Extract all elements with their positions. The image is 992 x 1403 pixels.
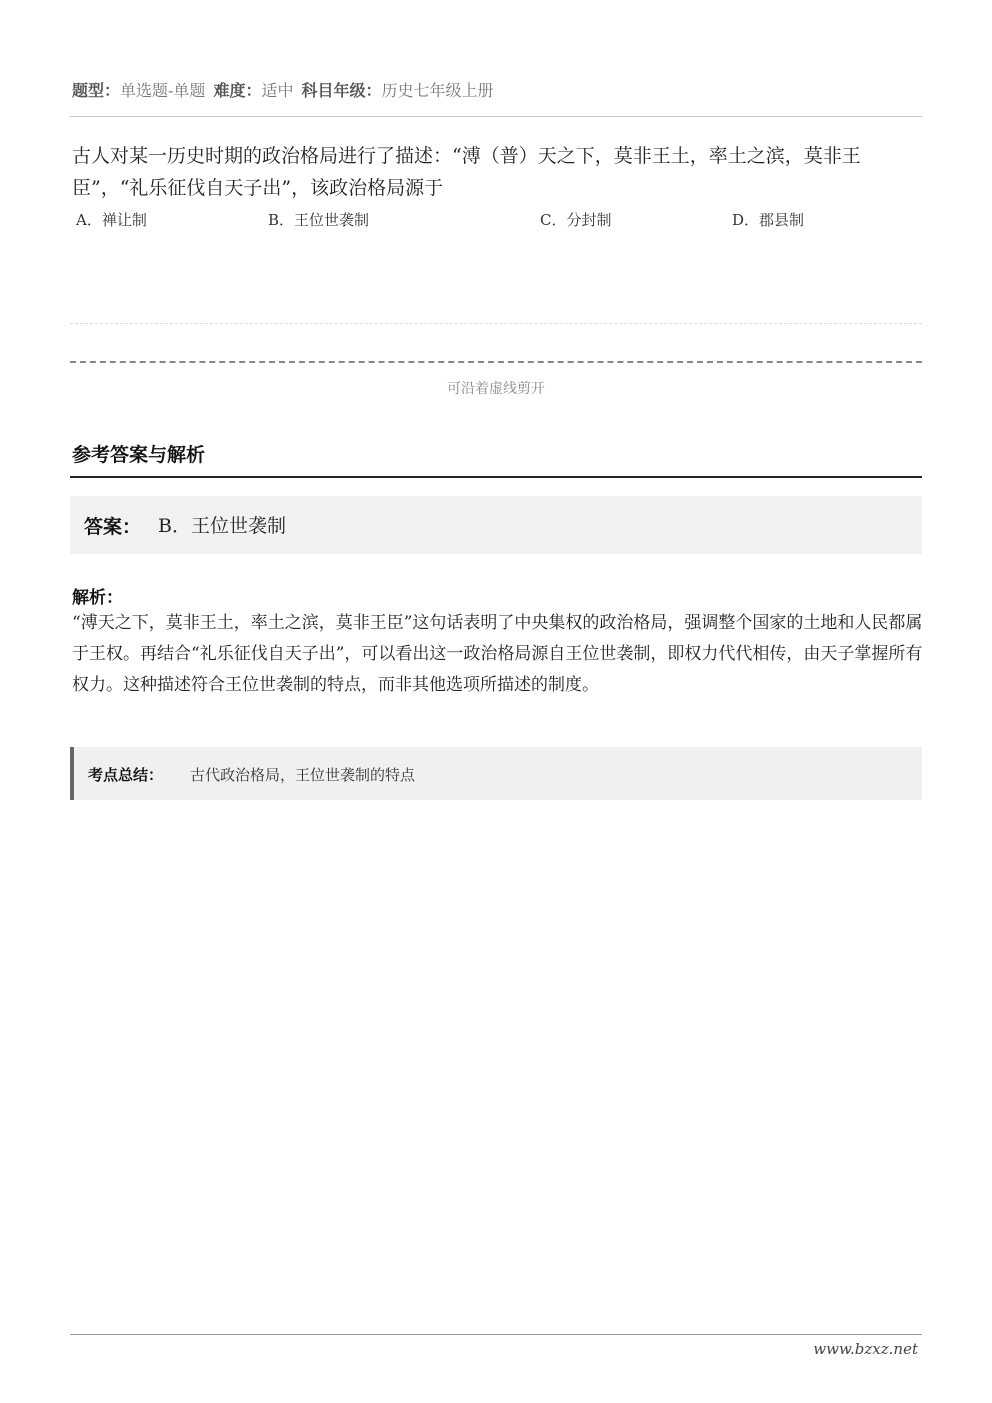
option-text: 禅让制: [101, 211, 147, 229]
option-letter: D．: [732, 211, 760, 229]
solution-section-title: 参考答案与解析: [72, 444, 206, 466]
option-letter: B．: [268, 211, 295, 229]
option-d[interactable]: [732, 209, 804, 230]
subject-label: 科目年级：: [301, 81, 382, 100]
answer-box: [70, 496, 922, 554]
options-row: [0, 209, 992, 233]
footer-site[interactable]: www.bzxz.net: [813, 1340, 918, 1358]
summary-value: 古代政治格局，王位世袭制的特点: [190, 766, 416, 784]
option-letter: A．: [76, 211, 102, 229]
question-meta: [72, 78, 494, 101]
answer-label: 答案：: [84, 516, 142, 538]
section-divider: [70, 476, 922, 478]
answer-value: B．王位世袭制: [158, 515, 286, 537]
option-c[interactable]: [540, 209, 612, 230]
option-text: 郡县制: [759, 211, 805, 229]
option-text: 王位世袭制: [294, 211, 370, 229]
summary-box: [70, 747, 922, 800]
analysis-label: 解析：: [72, 588, 123, 608]
footer-divider: [70, 1334, 922, 1335]
cut-line: [70, 361, 922, 363]
analysis-text: “溥天之下，莫非王土，率土之滨，莫非王臣”这句话表明了中央集权的政治格局，强调整个国家的土地和人民都属于王权。再结合“礼乐征伐自天子出”，可以看出这一政治格局源自王位世袭制，即权力代代相传，由天子掌握所有权力。这种描述符合王位世袭制的特点，而非其他选项所描述的制度。: [72, 613, 923, 695]
option-letter: C．: [540, 211, 567, 229]
option-text: 分封制: [566, 211, 612, 229]
top-divider: [70, 116, 922, 117]
type-label: 题型：: [72, 81, 121, 100]
cut-hint: 可沿着虚线剪开: [447, 381, 545, 397]
type-value: 单选题-单题: [120, 81, 206, 100]
option-b[interactable]: [268, 209, 369, 230]
option-a[interactable]: [76, 209, 147, 230]
subject-value: 历史七年级上册: [381, 81, 494, 100]
difficulty-label: 难度：: [213, 81, 262, 100]
question-stem: 古人对某一历史时期的政治格局进行了描述：“溥（普）天之下，莫非王土，率土之滨，莫非王臣”，“礼乐征伐自天子出”，该政治格局源于: [72, 145, 861, 199]
difficulty-value: 适中: [261, 81, 294, 100]
answer-space-divider: [70, 323, 922, 324]
summary-label: 考点总结：: [88, 766, 164, 784]
